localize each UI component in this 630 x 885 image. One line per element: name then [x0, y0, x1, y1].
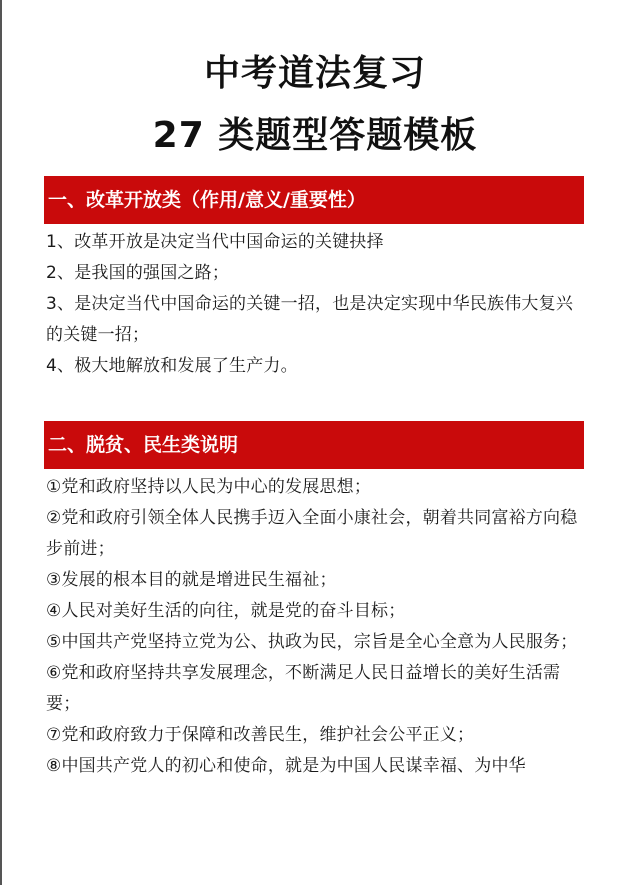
- list-item: ④人民对美好生活的向往，就是党的奋斗目标；: [46, 601, 406, 621]
- section-header-reform: 一、改革开放类（作用/意义/重要性）: [44, 176, 584, 224]
- list-item: ⑧中国共产党人的初心和使命，就是为中国人民谋幸福、为中华: [46, 756, 526, 776]
- page-title-line1: 中考道法复习: [203, 53, 426, 94]
- list-item: ①党和政府坚持以人民为中心的发展思想；: [46, 477, 372, 497]
- list-item: ⑤中国共产党坚持立党为公、执政为民，宗旨是全心全意为人民服务；: [46, 632, 578, 652]
- list-item: 4、极大地解放和发展了生产力。: [46, 356, 298, 376]
- section-list-livelihood: [46, 472, 586, 782]
- list-item: ②党和政府引领全体人民携手迈入全面小康社会，朝着共同富裕方向稳步前进；: [46, 508, 578, 559]
- section-header-livelihood: 二、脱贫、民生类说明: [44, 421, 584, 469]
- list-item: 1、改革开放是决定当代中国命运的关键抉择: [46, 232, 384, 252]
- page-title-line2: 27 类题型答题模板: [152, 115, 478, 156]
- section-list-reform: [46, 227, 586, 382]
- list-item: ⑦党和政府致力于保障和改善民生，维护社会公平正义；: [46, 725, 475, 745]
- list-item: 2、是我国的强国之路；: [46, 263, 230, 283]
- list-item: ⑥党和政府坚持共享发展理念，不断满足人民日益增长的美好生活需要；: [46, 663, 561, 714]
- list-item: ③发展的根本目的就是增进民生福祉；: [46, 570, 337, 590]
- list-item: 3、是决定当代中国命运的关键一招，也是决定实现中华民族伟大复兴的关键一招；: [46, 294, 574, 345]
